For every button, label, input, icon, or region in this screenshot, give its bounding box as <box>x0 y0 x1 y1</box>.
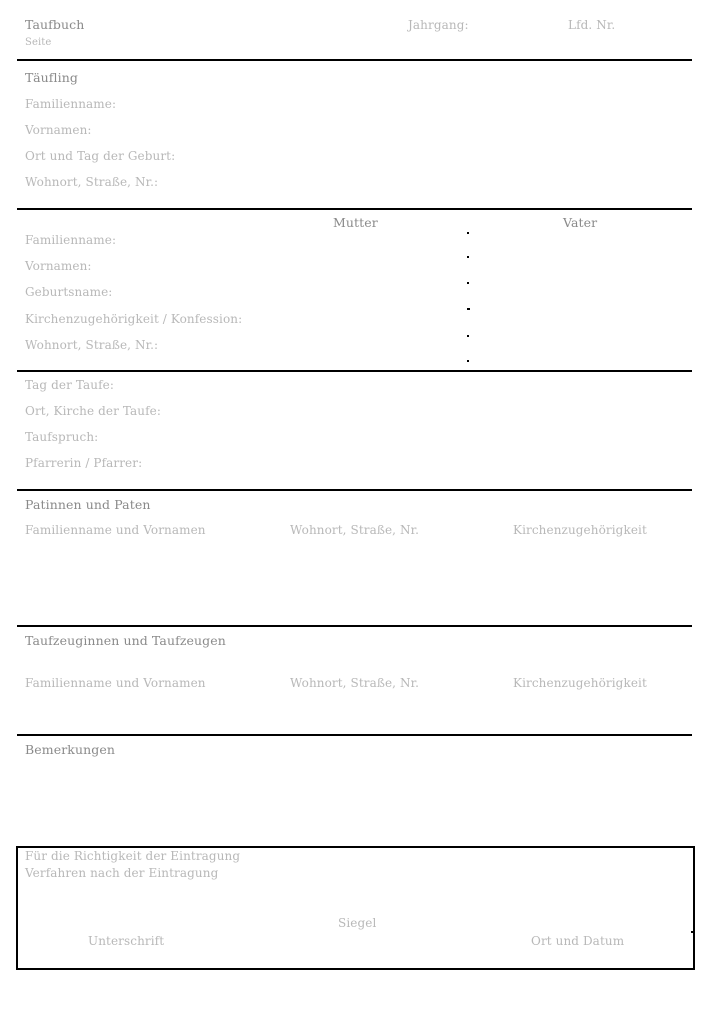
signature-line-mark <box>16 931 18 933</box>
page-label: Seite <box>25 37 52 48</box>
godparents-column-name: Familienname und Vornamen <box>25 523 206 537</box>
divider <box>17 734 692 736</box>
column-separator-mark <box>467 308 470 310</box>
column-separator-mark <box>467 282 469 284</box>
witnesses-heading: Taufzeuginnen und Taufzeugen <box>25 633 226 648</box>
divider <box>17 370 692 372</box>
seal-label: Siegel <box>338 916 377 930</box>
procedure-line: Verfahren nach der Eintragung <box>25 866 219 880</box>
child-field-firstnames: Vornamen: <box>25 123 92 137</box>
signature-box <box>16 846 695 970</box>
column-separator-mark <box>467 232 469 234</box>
document-title: Taufbuch <box>25 17 85 32</box>
signature-line-mark <box>691 931 693 933</box>
baptism-field-place: Ort, Kirche der Taufe: <box>25 404 162 418</box>
child-field-address: Wohnort, Straße, Nr.: <box>25 175 159 189</box>
column-separator-mark <box>467 360 469 362</box>
witnesses-column-denomination: Kirchenzugehörigkeit <box>513 676 647 690</box>
divider <box>17 208 692 210</box>
divider <box>17 625 692 627</box>
mother-column-header: Mutter <box>333 215 378 230</box>
year-label: Jahrgang: <box>408 18 469 32</box>
parent-field-firstnames: Vornamen: <box>25 259 92 273</box>
baptism-field-pastor: Pfarrerin / Pfarrer: <box>25 456 143 470</box>
child-field-birth: Ort und Tag der Geburt: <box>25 149 176 163</box>
remarks-heading: Bemerkungen <box>25 742 116 757</box>
entry-number-label: Lfd. Nr. <box>568 18 616 32</box>
child-heading: Täufling <box>25 70 78 85</box>
witnesses-column-name: Familienname und Vornamen <box>25 676 206 690</box>
godparents-column-address: Wohnort, Straße, Nr. <box>290 523 420 537</box>
godparents-heading: Patinnen und Paten <box>25 497 151 512</box>
divider <box>17 489 692 491</box>
father-column-header: Vater <box>563 215 598 230</box>
parent-field-address: Wohnort, Straße, Nr.: <box>25 338 159 352</box>
signature-label: Unterschrift <box>88 934 165 948</box>
baptism-field-date: Tag der Taufe: <box>25 378 114 392</box>
witnesses-column-address: Wohnort, Straße, Nr. <box>290 676 420 690</box>
place-date-label: Ort und Datum <box>531 934 625 948</box>
divider <box>17 59 692 61</box>
baptism-field-verse: Taufspruch: <box>25 430 99 444</box>
certification-line: Für die Richtigkeit der Eintragung <box>25 849 241 863</box>
parent-field-surname: Familienname: <box>25 233 117 247</box>
parent-field-birthname: Geburtsname: <box>25 285 113 299</box>
column-separator-mark <box>467 335 469 337</box>
godparents-column-denomination: Kirchenzugehörigkeit <box>513 523 647 537</box>
column-separator-mark <box>467 256 469 258</box>
child-field-surname: Familienname: <box>25 97 117 111</box>
parent-field-denomination: Kirchenzugehörigkeit / Konfession: <box>25 312 243 326</box>
